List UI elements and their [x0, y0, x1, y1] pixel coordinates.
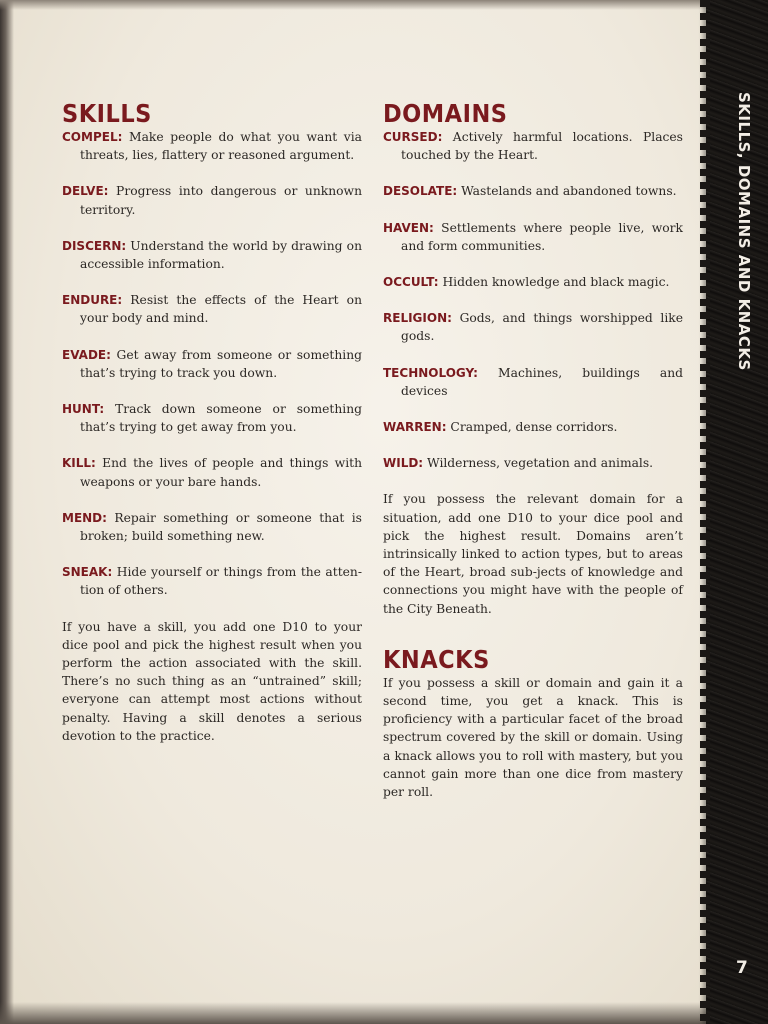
sidebar-title: SKILLS, DOMAINS AND KNACKS: [735, 92, 753, 371]
domain-term: OCCULT:: [383, 275, 439, 290]
domain-description: Hidden knowledge and black magic.: [438, 275, 670, 290]
skill-term: HUNT:: [62, 402, 105, 417]
domain-description: Gods, and things worshipped like gods.: [401, 311, 683, 344]
domain-description: Actively harmful locations. Places touched by the Heart.: [401, 130, 683, 163]
domain-description: Wilderness, vegetation and animals.: [423, 456, 654, 471]
domain-term: HAVEN:: [383, 220, 434, 235]
domain-term: TECHNOLOGY:: [383, 365, 478, 380]
skill-entry: [62, 454, 362, 490]
skill-description: Understand the world by drawing on accessible information.: [80, 238, 362, 272]
domain-term: WARREN:: [383, 420, 447, 435]
skill-entry: [62, 182, 362, 218]
skill-term: DELVE:: [62, 184, 109, 199]
knacks-heading: KNACKS: [383, 644, 490, 674]
skill-term: KILL:: [62, 456, 96, 471]
skill-entry: [62, 509, 362, 545]
skills-paragraph: If you have a skill, you add one D10 to your dice pool and pick the highest result when you perform the action associated with the skill. There’s no such thing as an “untrained” skill; everyone can attempt most actions without penalty. Having a skill denotes a serious devotion to the practice.: [62, 619, 362, 743]
skills-column: [62, 100, 362, 745]
skill-description: Repair something or someone that is broken; build something new.: [80, 510, 362, 544]
skill-term: EVADE:: [62, 347, 111, 362]
domains-column: [383, 100, 683, 801]
domain-entry: [383, 454, 683, 472]
skill-term: COMPEL:: [62, 130, 123, 144]
domain-entry: [383, 128, 683, 164]
skill-term: SNEAK:: [62, 565, 113, 580]
domain-description: Settlements where people live, work and form communities.: [401, 220, 683, 253]
domains-list: [383, 128, 683, 472]
page-number: 7: [736, 958, 748, 978]
domain-entry: [383, 182, 683, 200]
domain-description: Cramped, dense corridors.: [446, 420, 618, 435]
domain-term: CURSED:: [383, 130, 443, 144]
domain-entry: [383, 364, 683, 400]
domain-term: WILD:: [383, 456, 424, 471]
skill-entry: [62, 237, 362, 273]
domain-entry: [383, 418, 683, 436]
skill-entry: [62, 291, 362, 327]
page-edge-left: [0, 0, 14, 1024]
skill-entry: [62, 128, 362, 164]
skill-term: DISCERN:: [62, 238, 127, 253]
skills-heading: SKILLS: [62, 99, 152, 128]
skill-description: Progress into dangerous or unknown territory.: [80, 184, 362, 217]
skills-list: [62, 128, 362, 600]
skill-term: ENDURE:: [62, 293, 123, 308]
skill-description: Hide yourself or things from the atten-tion of others.: [80, 565, 362, 598]
skill-entry: [62, 346, 362, 382]
skill-description: Make people do what you want via threats, lies, flattery or reasoned argument.: [80, 130, 362, 163]
page-edge-top: [0, 0, 710, 10]
domain-term: DESOLATE:: [383, 184, 458, 199]
domain-description: Wastelands and abandoned towns.: [457, 184, 677, 199]
skill-entry: [62, 563, 362, 599]
domain-term: RELIGION:: [383, 311, 452, 326]
skill-entry: [62, 400, 362, 436]
skill-term: MEND:: [62, 510, 107, 525]
skill-description: End the lives of people and things with weapons or your bare hands.: [80, 456, 362, 489]
domains-heading: DOMAINS: [383, 99, 508, 128]
knacks-paragraph: If you possess a skill or domain and gain it a second time, you get a knack. This is proficiency with a particular facet of the broad spectrum covered by the skill or domain. Using a knack allows you to roll with mastery, but you cannot gain more than one dice from mastery per roll.: [383, 675, 683, 800]
domain-entry: [383, 309, 683, 345]
skill-description: Track down someone or something that’s trying to get away from you.: [80, 402, 362, 435]
domain-description: Machines, buildings and devices: [401, 365, 683, 398]
skill-description: Get away from someone or something that’s trying to track you down.: [80, 347, 362, 380]
domain-entry: [383, 273, 683, 291]
domain-entry: [383, 219, 683, 255]
domains-paragraph: If you possess the relevant domain for a situation, add one D10 to your dice pool and pick the highest result. Domains aren’t intrinsically linked to action types, but to areas of the Heart, broad sub-jects of knowledge and connections you might have with the people of the City Beneath.: [383, 492, 683, 616]
page-edge-bottom: [0, 1002, 710, 1024]
skill-description: Resist the effects of the Heart on your body and mind.: [80, 293, 362, 326]
